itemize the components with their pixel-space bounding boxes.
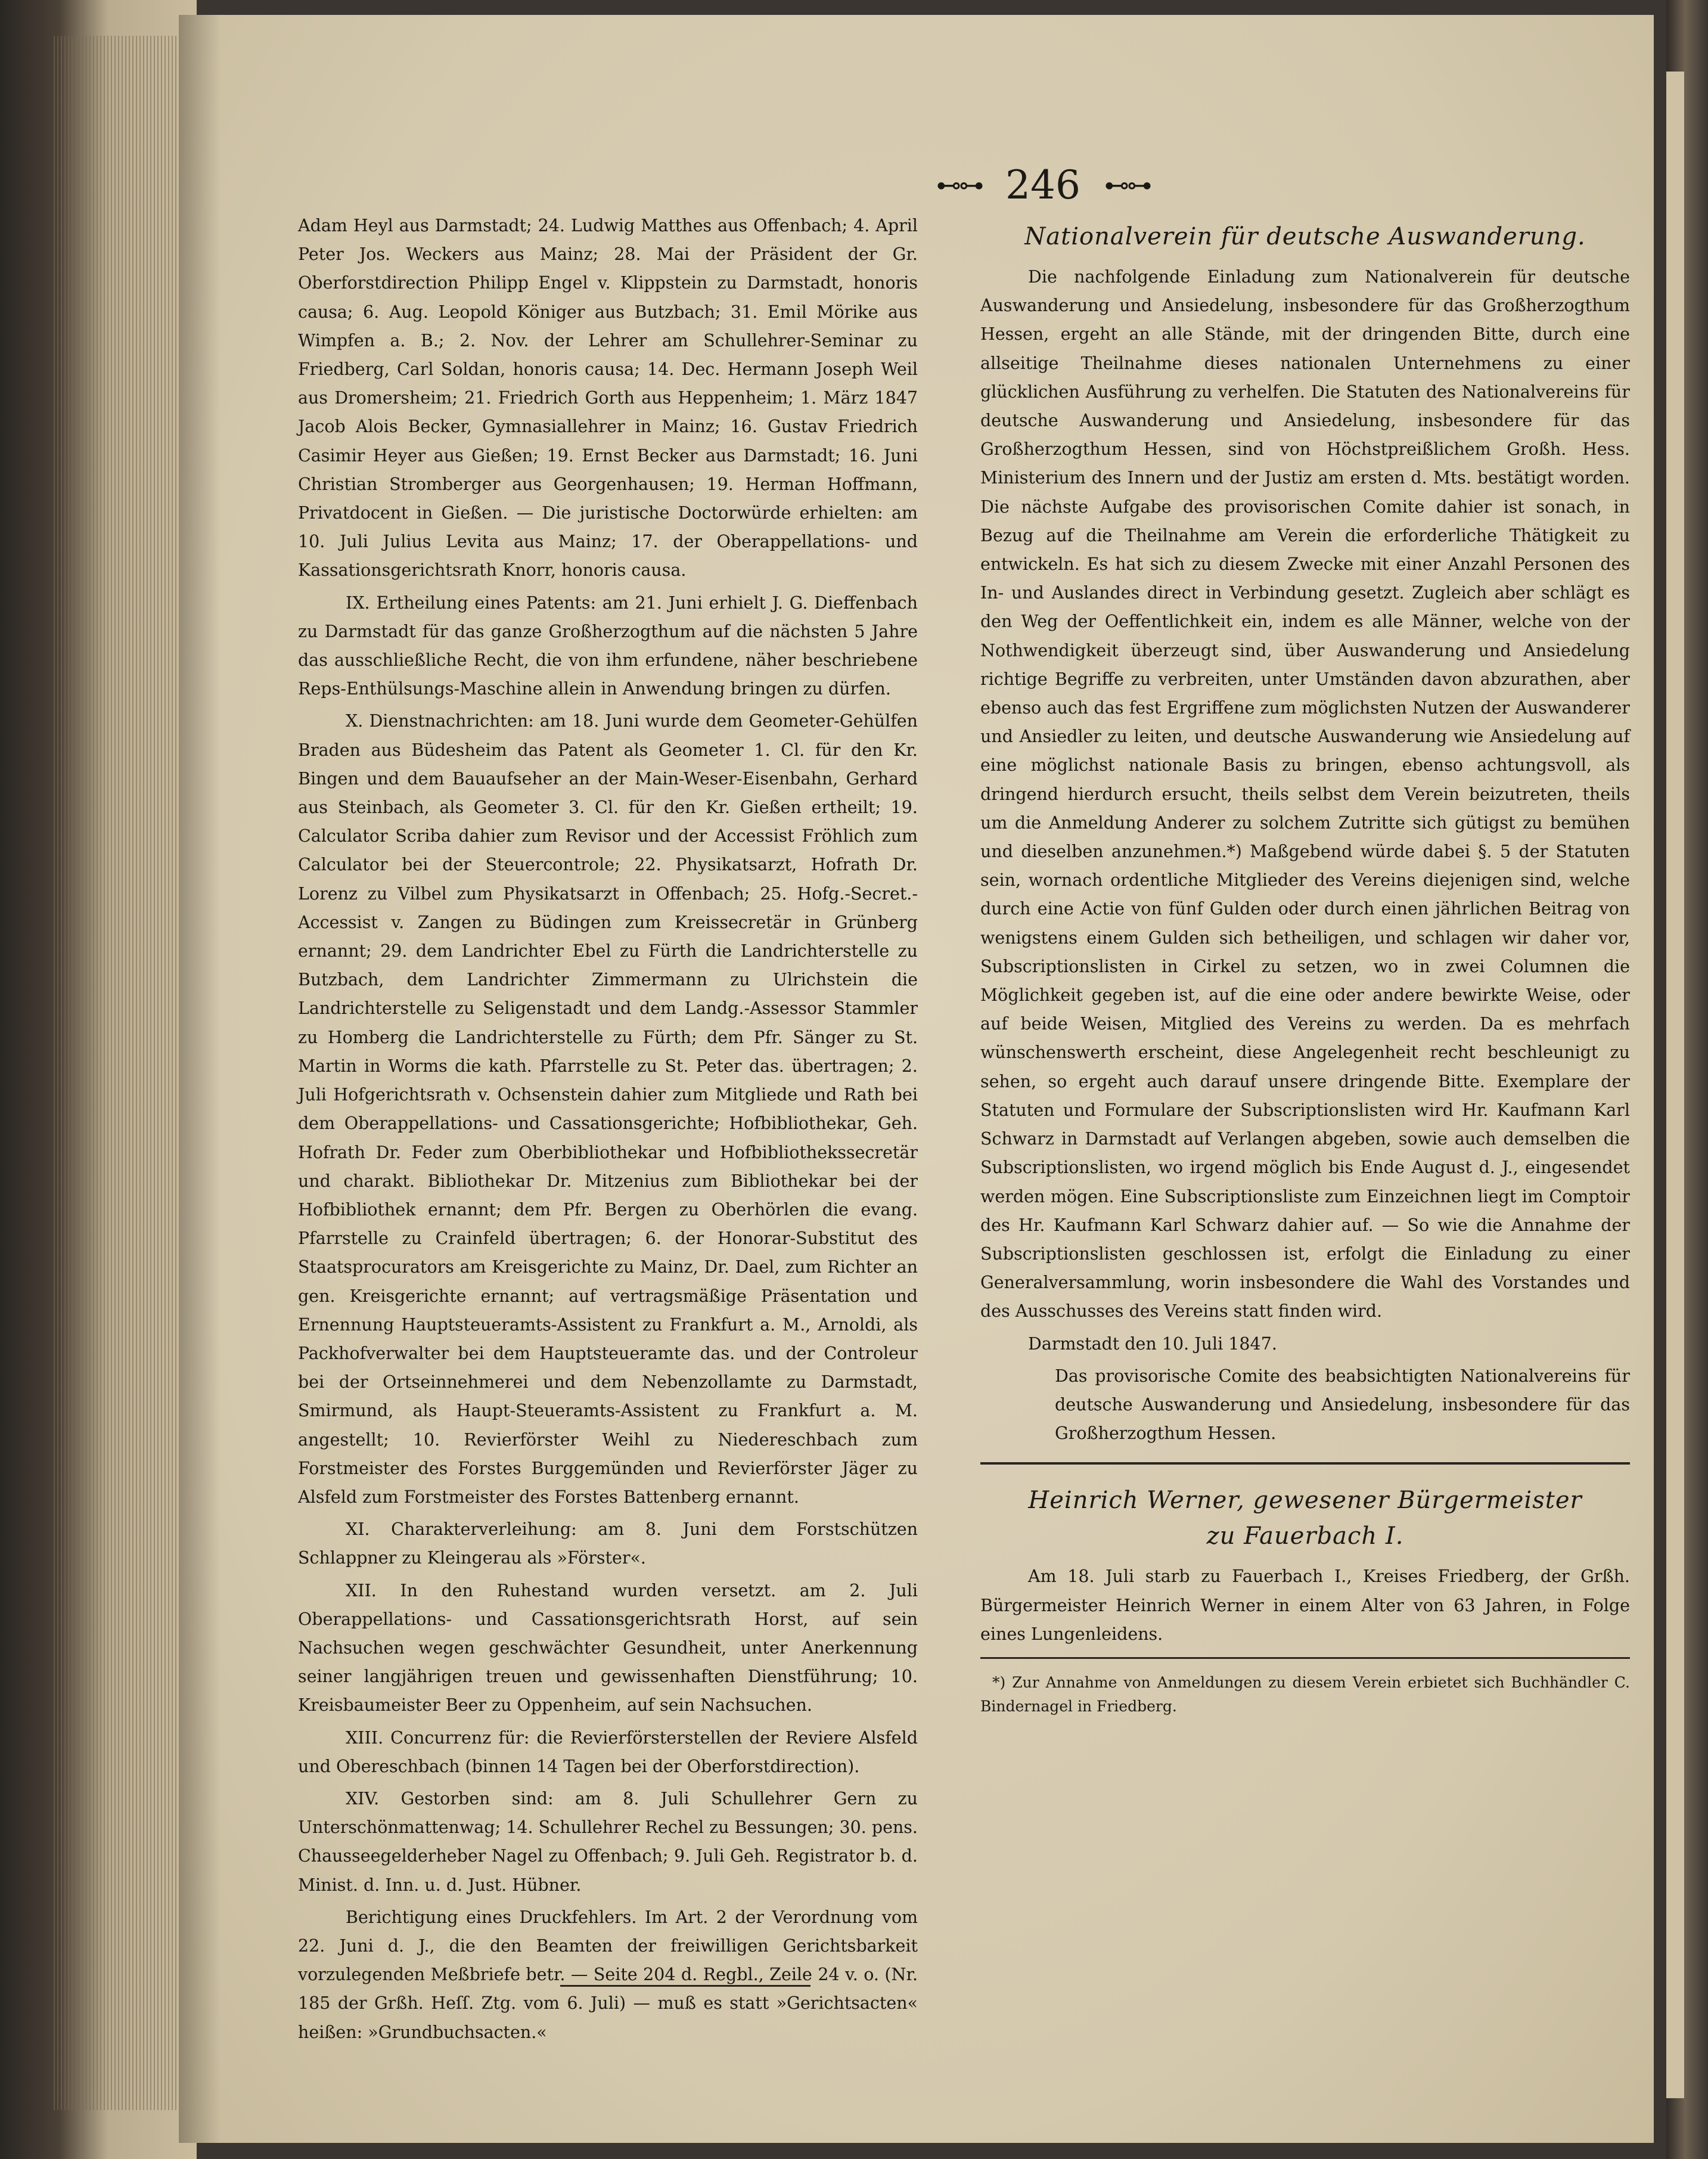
page-header [846,152,1240,218]
paragraph-xi-character: XI. Charakterverleihung: am 8. Juni dem Forstschützen Schlappner zu Kleingerau als »Förster«. [298,1519,918,1568]
left-column [298,212,918,2042]
heading-nationalverein: Nationalverein für deutsche Auswanderung. [1024,223,1586,250]
section-rule [980,1462,1630,1465]
paragraph-obituary: Am 18. Juli starb zu Fauerbach I., Kreises Friedberg, der Grßh. Bürgermeister Heinrich Werner in einem Alter von 63 Jahren, in Folge eines Lungenleidens. [980,1566,1630,1644]
paragraph-ix-patent: IX. Ertheilung eines Patents: am 21. Juni erhielt J. G. Dieffenbach zu Darmstadt für das ganze Großherzogthum auf die nächsten 5 Jahre das ausschließliche Recht, die von ihm erfundene, näher beschriebene Reps-Enthülsungs-Maschine allein in Anwendung bringen zu dürfen. [298,593,918,699]
footnote: *) Zur Annahme von Anmeldungen zu diesem Verein erbietet sich Buchhändler C. Bindernagel in Friedberg. [980,1673,1630,1715]
heading-obituary-line2: zu Fauerbach I. [1206,1522,1404,1550]
page-number: 246 [1005,162,1080,208]
paragraph-x-service-news: X. Dienstnachrichten: am 18. Juni wurde dem Geometer-Gehülfen Braden aus Büdesheim das Patent als Geometer 1. Cl. für den Kr. Bingen und dem Bauaufseher an der Main-Weser-Eisenbahn, Gerhard aus Steinbach, als Geometer 3. Cl. für den Kr. Gießen ertheilt; 19. Calculator Scriba dahier zum Revisor und der Accessist Fröhlich zum Calculator bei der Steuercontrole; 22. Physikatsarzt, Hofrath Dr. Lorenz zu Vilbel zum Physikatsarzt in Offenbach; 25. Hofg.-Secret.-Accessist v. Zangen zu Büdingen zum Kreissecretär in Grünberg ernannt; 29. dem Landrichter Ebel zu Fürth die Landrichterstelle zu Butzbach, dem Landrichter Zimmermann zu Ulrichstein die Landrichterstelle zu Seligenstadt und dem Landg.-Assessor Stammler zu Homberg die Landrichterstelle zu Fürth; dem Pfr. Sänger zu St. Martin in Worms die kath. Pfarrstelle zu St. Peter das. übertragen; 2. Juli Hofgerichtsrath v. Ochsenstein dahier zum Mitgliede und Rath bei dem Oberappellations- und Cassationsgerichte; Hofbibliothekar, Geh. Hofrath Dr. Feder zum Oberbibliothekar und Hofbibliothekssecretär und charakt. Bibliothekar Dr. Mitzenius zum Bibliothekar bei der Hofbibliothek ernannt; dem Pfr. Bergen zu Oberhörlen die evang. Pfarrstelle zu Crainfeld übertragen; 6. der Honorar-Substitut des Staatsprocurators am Kreisgerichte zu Mainz, Dr. Dael, zum Richter an gen. Kreisgerichte ernannt; auf vertragsmäßige Präsentation und Ernennung Hauptsteueramts-Assistent zu Frankfurt a. M., Arnoldi, als Packhofverwalter bei dem Hauptsteueramte das. und der Controleur bei der Ortseinnehmerei und dem Nebenzollamte zu Darmstadt, Smirmund, als Haupt-Steueramts-Assistent zu Frankfurt a. M. angestellt; 10. Revierförster Weihl zu Niedereschbach zum Forstmeister des Forstes Burggemünden und Revierförster Jäger zu Alsfeld zum Forstmeister des Forstes Battenberg ernannt. [298,711,918,1507]
paragraph-correction: Berichtigung eines Druckfehlers. Im Art. 2 der Verordnung vom 22. Juni d. J., die den Beamten der freiwilligen Gerichtsbarkeit vorzulegenden Meßbriefe betr. — Seite 204 d. Regbl., Zeile 24 v. o. (Nr. 185 der Grßh. Heſſ. Ztg. vom 6. Juli) — muß es statt »Gerichtsacten« heißen: »Grundbuchsacten.« [298,1907,918,2042]
page-edges [54,36,191,2110]
paragraph-invitation: Die nachfolgende Einladung zum Nationalverein für deutsche Auswanderung und Ansiedelung, insbesondere für das Großherzogthum Hessen, ergeht an alle Stände, mit der dringenden Bitte, durch eine allseitige Theilnahme dieses nationalen Unternehmens zu einer glücklichen Ausführung zu verhelfen. Die Statuten des Nationalvereins für deutsche Auswanderung und Ansiedelung, insbesondere für das Großherzogthum Hessen, sind von Höchstpreißlichem Großh. Hess. Ministerium des Innern und der Justiz am ersten d. Mts. bestätigt worden. Die nächste Aufgabe des provisorischen Comite dahier ist sonach, in Bezug auf die Theilnahme am Verein die erforderliche Thätigkeit zu entwickeln. Es hat sich zu diesem Zwecke mit einer Anzahl Personen des In- und Auslandes direct in Verbindung gesetzt. Zugleich aber schlägt es den Weg der Oeffentlichkeit ein, indem es alle Männer, welche von der Nothwendigkeit überzeugt sind, über Auswanderung und Ansiedelung richtige Begriffe zu verbreiten, unter Umständen davon abzurathen, aber ebenso auch das fest Ergriffene zum möglichsten Nutzen der Auswanderer und Ansiedler zu leiten, und deutsche Auswanderung wie Ansiedelung auf eine möglichst nationale Basis zu bringen, ebenso achtungsvoll, als dringend hierdurch ersucht, theils selbst dem Verein beizutreten, theils um die Anmeldung Anderer zu solchem Zutritte sich gütigst zu bemühen und dieselben anzunehmen.*) Maßgebend würde dabei §. 5 der Statuten sein, wornach ordentliche Mitglieder des Vereins diejenigen sind, welche durch eine Actie von fünf Gulden oder durch einen jährlichen Beitrag von wenigstens einem Gulden sich betheiligen, und schlagen wir daher vor, Subscriptionslisten in Cirkel zu setzen, wo in zwei Columnen die Möglichkeit gegeben ist, auf die eine oder andere bewirkte Weise, oder auf beide Weisen, Mitglied des Vereins zu werden. Da es mehrfach wünschenswerth erscheint, diese Angelegenheit recht beschleunigt zu sehen, so ergeht auch darauf unsere dringende Bitte. Exemplare der Statuten und Formulare der Subscriptionslisten wird Hr. Kaufmann Karl Schwarz in Darmstadt auf Verlangen abgeben, sowie auch demselben die Subscriptionslisten, wo irgend möglich bis Ende August d. J., eingesendet werden mögen. Eine Subscriptionsliste zum Einzeichnen liegt im Comptoir des Hr. Kaufmann Karl Schwarz dahier auf. — So wie die Annahme der Subscriptionslisten geschlossen ist, erfolgt die Einladung zu einer Generalversammlung, worin insbesondere die Wahl des Vorstandes und des Ausschusses des Vereins statt finden wird. [980,267,1630,1322]
paragraph-xiv-deaths: XIV. Gestorben sind: am 8. Juli Schullehrer Gern zu Unterschönmattenwag; 14. Schullehrer Rechel zu Bessungen; 30. pens. Chausseegelderheber Nagel zu Offenbach; 9. Juli Geh. Registrator b. d. Minist. d. Inn. u. d. Just. Hübner. [298,1788,918,1895]
left-end-rule [560,1985,810,1987]
dateline: Darmstadt den 10. Juli 1847. [1028,1333,1277,1354]
paragraph-xii-retirement: XII. In den Ruhestand wurden versetzt. am 2. Juli Oberappellations- und Cassationsgerichtsrath Horst, auf sein Nachsuchen wegen geschwächter Gesundheit, unter Anerkennung seiner langjährigen treuen und gewissenhaften Dienstführung; 10. Kreisbaumeister Beer zu Oppenheim, auf sein Nachsuchen. [298,1580,918,1716]
paragraph-doctorates: Adam Heyl aus Darmstadt; 24. Ludwig Matthes aus Offenbach; 4. April Peter Jos. Weckers aus Mainz; 28. Mai der Präsident der Gr. Oberforstdirection Philipp Engel v. Klippstein zu Darmstadt, honoris causa; 6. Aug. Leopold Königer aus Butzbach; 31. Emil Mörike aus Wimpfen a. B.; 2. Nov. der Lehrer am Schullehrer-Seminar zu Friedberg, Carl Soldan, honoris causa; 14. Dec. Hermann Joseph Weil aus Dromersheim; 21. Friedrich Gorth aus Heppenheim; 1. März 1847 Jacob Alois Becker, Gymnasiallehrer in Mainz; 16. Gustav Friedrich Casimir Heyer aus Gießen; 19. Ernst Becker aus Darmstadt; 16. Juni Christian Stromberger aus Georgenhausen; 19. Herman Hoffmann, Privatdocent in Gießen. — Die juristische Doctorwürde erhielten: am 10. Juli Julius Levita aus Mainz; 17. der Oberappellations- und Kassationsgerichtsrath Knorr, honoris causa. [298,216,918,581]
footnote-rule [980,1657,1630,1659]
right-column [980,212,1630,2000]
next-page-sliver [1666,72,1684,2098]
signature-comite: Das provisorische Comite des beabsichtigten Nationalvereins für deutsche Auswanderung und Ansiedelung, insbesondere für das Großherzogthum Hessen. [1055,1366,1630,1444]
paragraph-xiii-competition: XIII. Concurrenz für: die Revierförsterstellen der Reviere Alsfeld und Obereschbach (binnen 14 Tagen bei der Oberforstdirection). [298,1727,918,1776]
gutter-shadow [179,15,221,2143]
ornament-left: ⊷⊶ [936,170,982,200]
left-book-block [0,0,197,2159]
ornament-right: ⊷⊶ [1104,170,1150,200]
heading-obituary-line1: Heinrich Werner, gewesener Bürgermeister [1028,1487,1582,1515]
page [179,15,1654,2143]
